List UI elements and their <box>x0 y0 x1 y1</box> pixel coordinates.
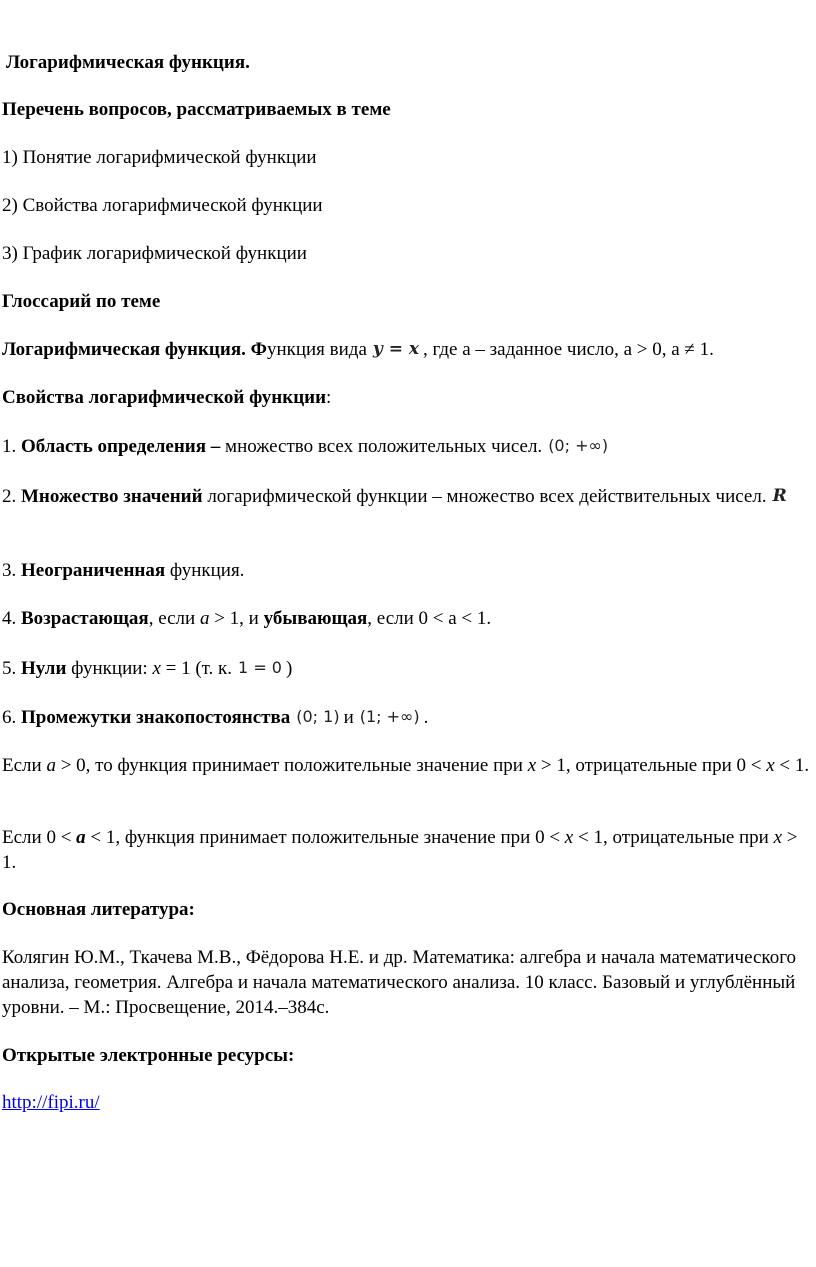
resources-heading: Открытые электронные ресурсы: <box>2 1045 295 1066</box>
formula-image: (1; +∞) <box>359 707 420 726</box>
question-item: 3) График логарифмической функции <box>2 243 307 264</box>
formula-image: 1 = 0 <box>238 658 282 677</box>
property-sign: 6. Промежутки знакопостоянства (0; 1) и (1; +∞) . <box>2 704 428 730</box>
property-monotonic: 4. Возрастающая, если а > 1, и убывающая, если 0 < а < 1. <box>2 608 492 629</box>
literature-text: Колягин Ю.М., Ткачева М.В., Фёдорова Н.Е. и др. Математика: алгебра и начала математического анализа, геометрия. Алгебра и начала математического анализа. 10 класс. Базовый и углублённый уровни. – М.: Просвещение, 2014.–384с. <box>2 947 797 1018</box>
sign-rule-2: Если 0 < а < 1, функция принимает положительные значение при 0 < х < 1, отрицательные при х > 1. <box>2 827 798 873</box>
property-domain: 1. Область определения – множество всех положительных чисел. (0; +∞) <box>2 433 612 459</box>
property-unbounded: 3. Неограниченная функция. <box>2 560 245 581</box>
glossary-definition: Логарифмическая функция. Функция вида y = x , где а – заданное число, а > 0, а ≠ 1. <box>2 339 714 360</box>
questions-heading: Перечень вопросов, рассматриваемых в теме <box>2 99 391 120</box>
formula-image: (0; 1) <box>296 707 340 726</box>
formula-image: y = x <box>372 339 420 359</box>
sign-rule-1: Если а > 0, то функция принимает положительные значение при х > 1, отрицательные при 0 < х < 1. <box>2 755 810 776</box>
formula-image: (0; +∞) <box>548 436 609 455</box>
question-item: 2) Свойства логарифмической функции <box>2 195 323 216</box>
page-title: Логарифмическая функция. <box>6 52 250 73</box>
question-item: 1) Понятие логарифмической функции <box>2 147 317 168</box>
formula-image: R <box>772 486 787 506</box>
fipi-link[interactable]: http://fipi.ru/ <box>2 1092 100 1113</box>
literature-heading: Основная литература: <box>2 899 195 920</box>
glossary-heading: Глоссарий по теме <box>2 291 161 312</box>
property-zeros: 5. Нули функции: х = 1 (т. к. 1 = 0 ) <box>2 655 292 681</box>
resource-link-line <box>2 1090 100 1115</box>
properties-heading: Свойства логарифмической функции: <box>2 387 332 408</box>
property-range: 2. Множество значений логарифмической функции – множество всех действительных чисел. R <box>2 486 787 507</box>
